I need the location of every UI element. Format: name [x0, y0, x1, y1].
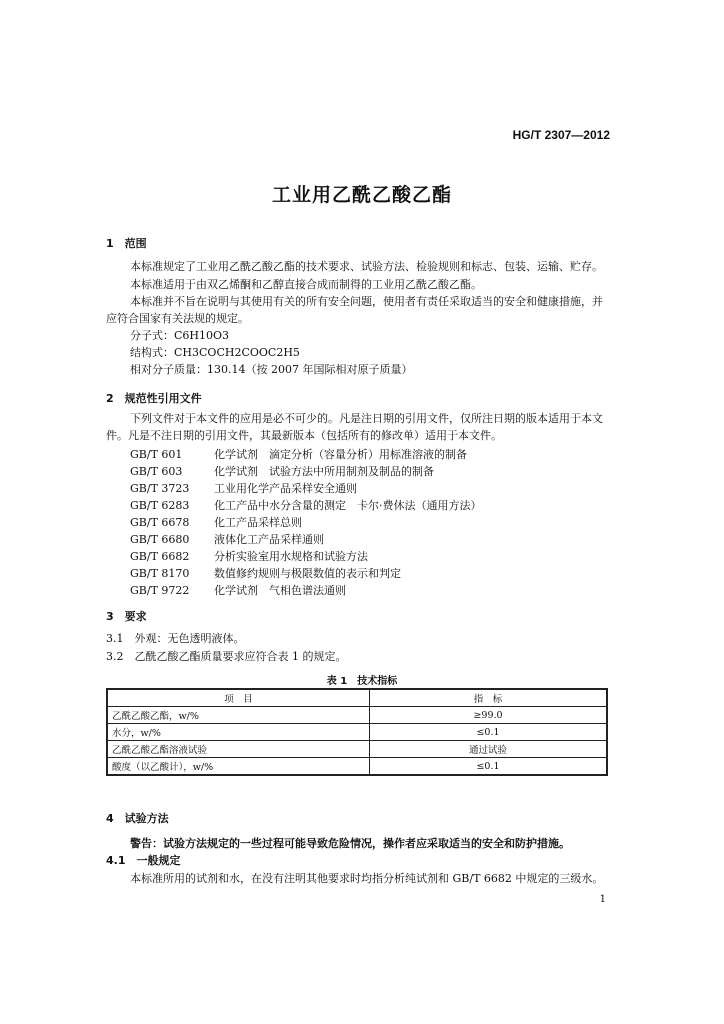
section-1-paragraph-2: 本标准适用于由双乙烯酮和乙醇直接合成而制得的工业用乙酰乙酸乙酯。	[130, 278, 482, 291]
reference-code: GB/T 603	[130, 465, 183, 478]
section-4-heading: 4 试验方法	[106, 812, 169, 825]
table-cell-item: 酸度（以乙酸计），w/%	[107, 758, 370, 776]
reference-item	[130, 582, 346, 599]
requirement-3-1: 3.1 外观：无色透明液体。	[106, 632, 245, 645]
technical-spec-table	[106, 688, 608, 776]
reference-item	[130, 480, 357, 497]
reference-code: GB/T 3723	[130, 482, 190, 495]
table-cell-value: 通过试验	[370, 741, 608, 758]
table-cell-value: ≥99.0	[370, 707, 608, 724]
reference-title: 化学试剂 试验方法中所用制剂及制品的制备	[214, 465, 434, 478]
section-1-heading: 1 范围	[106, 237, 147, 250]
table-row	[107, 724, 607, 741]
requirement-3-2: 3.2 乙酰乙酸乙酯质量要求应符合表 1 的规定。	[106, 650, 347, 663]
reference-title: 化工产品中水分含量的测定 卡尔·费休法（通用方法）	[214, 499, 482, 512]
reference-item	[130, 531, 324, 548]
table-header-row	[107, 689, 607, 707]
section-1-paragraph-3: 本标准并不旨在说明与其使用有关的所有安全问题，使用者有责任采取适当的安全和健康措施，并应符合国家有关法规的规定。	[106, 295, 603, 325]
section-3-heading: 3 要求	[106, 610, 147, 623]
table-cell-item: 水分，w/%	[107, 724, 370, 741]
table-caption: 表 1 技术指标	[326, 676, 398, 687]
page-title: 工业用乙酰乙酸乙酯	[271, 184, 452, 206]
table-header-value: 指 标	[370, 689, 608, 707]
reference-code: GB/T 6682	[130, 550, 190, 563]
reference-code: GB/T 9722	[130, 584, 190, 597]
reference-item	[130, 446, 467, 463]
reference-title: 化学试剂 滴定分析（容量分析）用标准溶液的制备	[214, 448, 467, 461]
reference-code: GB/T 6283	[130, 499, 190, 512]
molecular-formula: 分子式：C6H10O3	[130, 329, 230, 342]
reference-code: GB/T 601	[130, 448, 183, 461]
section-1-paragraph-1: 本标准规定了工业用乙酰乙酸乙酯的技术要求、试验方法、检验规则和标志、包装、运输、贮存。	[130, 260, 603, 273]
table-row	[107, 741, 607, 758]
reference-title: 分析实验室用水规格和试验方法	[214, 550, 368, 563]
section-2-intro: 下列文件对于本文件的应用是必不可少的。凡是注日期的引用文件，仅所注日期的版本适用于本文件。凡是不注日期的引用文件，其最新版本（包括所有的修改单）适用于本文件。	[106, 412, 603, 442]
reference-title: 化工产品采样总则	[214, 516, 302, 529]
structural-formula: 结构式：CH3COCH2COOC2H5	[130, 346, 300, 359]
molecular-mass: 相对分子质量：130.14（按 2007 年国际相对原子质量）	[130, 363, 413, 376]
safety-warning: 警告：试验方法规定的一些过程可能导致危险情况，操作者应采取适当的安全和防护措施。	[130, 837, 570, 850]
table-cell-value: ≤0.1	[370, 724, 608, 741]
reference-title: 化学试剂 气相色谱法通则	[214, 584, 346, 597]
table-row	[107, 707, 607, 724]
reference-code: GB/T 6680	[130, 533, 190, 546]
table-cell-value: ≤0.1	[370, 758, 608, 776]
section-2-heading: 2 规范性引用文件	[106, 392, 202, 405]
table-row	[107, 758, 607, 776]
reference-item	[130, 514, 302, 531]
reference-title: 数值修约规则与极限数值的表示和判定	[214, 567, 401, 580]
reference-title: 工业用化学产品采样安全通则	[214, 482, 357, 495]
table-cell-item: 乙酰乙酸乙酯溶液试验	[107, 741, 370, 758]
reference-code: GB/T 6678	[130, 516, 190, 529]
reference-item	[130, 497, 482, 514]
reference-item	[130, 463, 434, 480]
table-header-item: 项 目	[107, 689, 370, 707]
page-number: 1	[599, 894, 606, 905]
table-cell-item: 乙酰乙酸乙酯，w/%	[107, 707, 370, 724]
section-4-1-paragraph: 本标准所用的试剂和水，在没有注明其他要求时均指分析纯试剂和 GB/T 6682 中规定的三级水。	[130, 872, 604, 885]
reference-item	[130, 548, 368, 565]
reference-code: GB/T 8170	[130, 567, 190, 580]
reference-title: 液体化工产品采样通则	[214, 533, 324, 546]
standard-code: HG/T 2307—2012	[512, 128, 610, 142]
reference-item	[130, 565, 401, 582]
section-4-1-heading: 4.1 一般规定	[106, 854, 181, 867]
